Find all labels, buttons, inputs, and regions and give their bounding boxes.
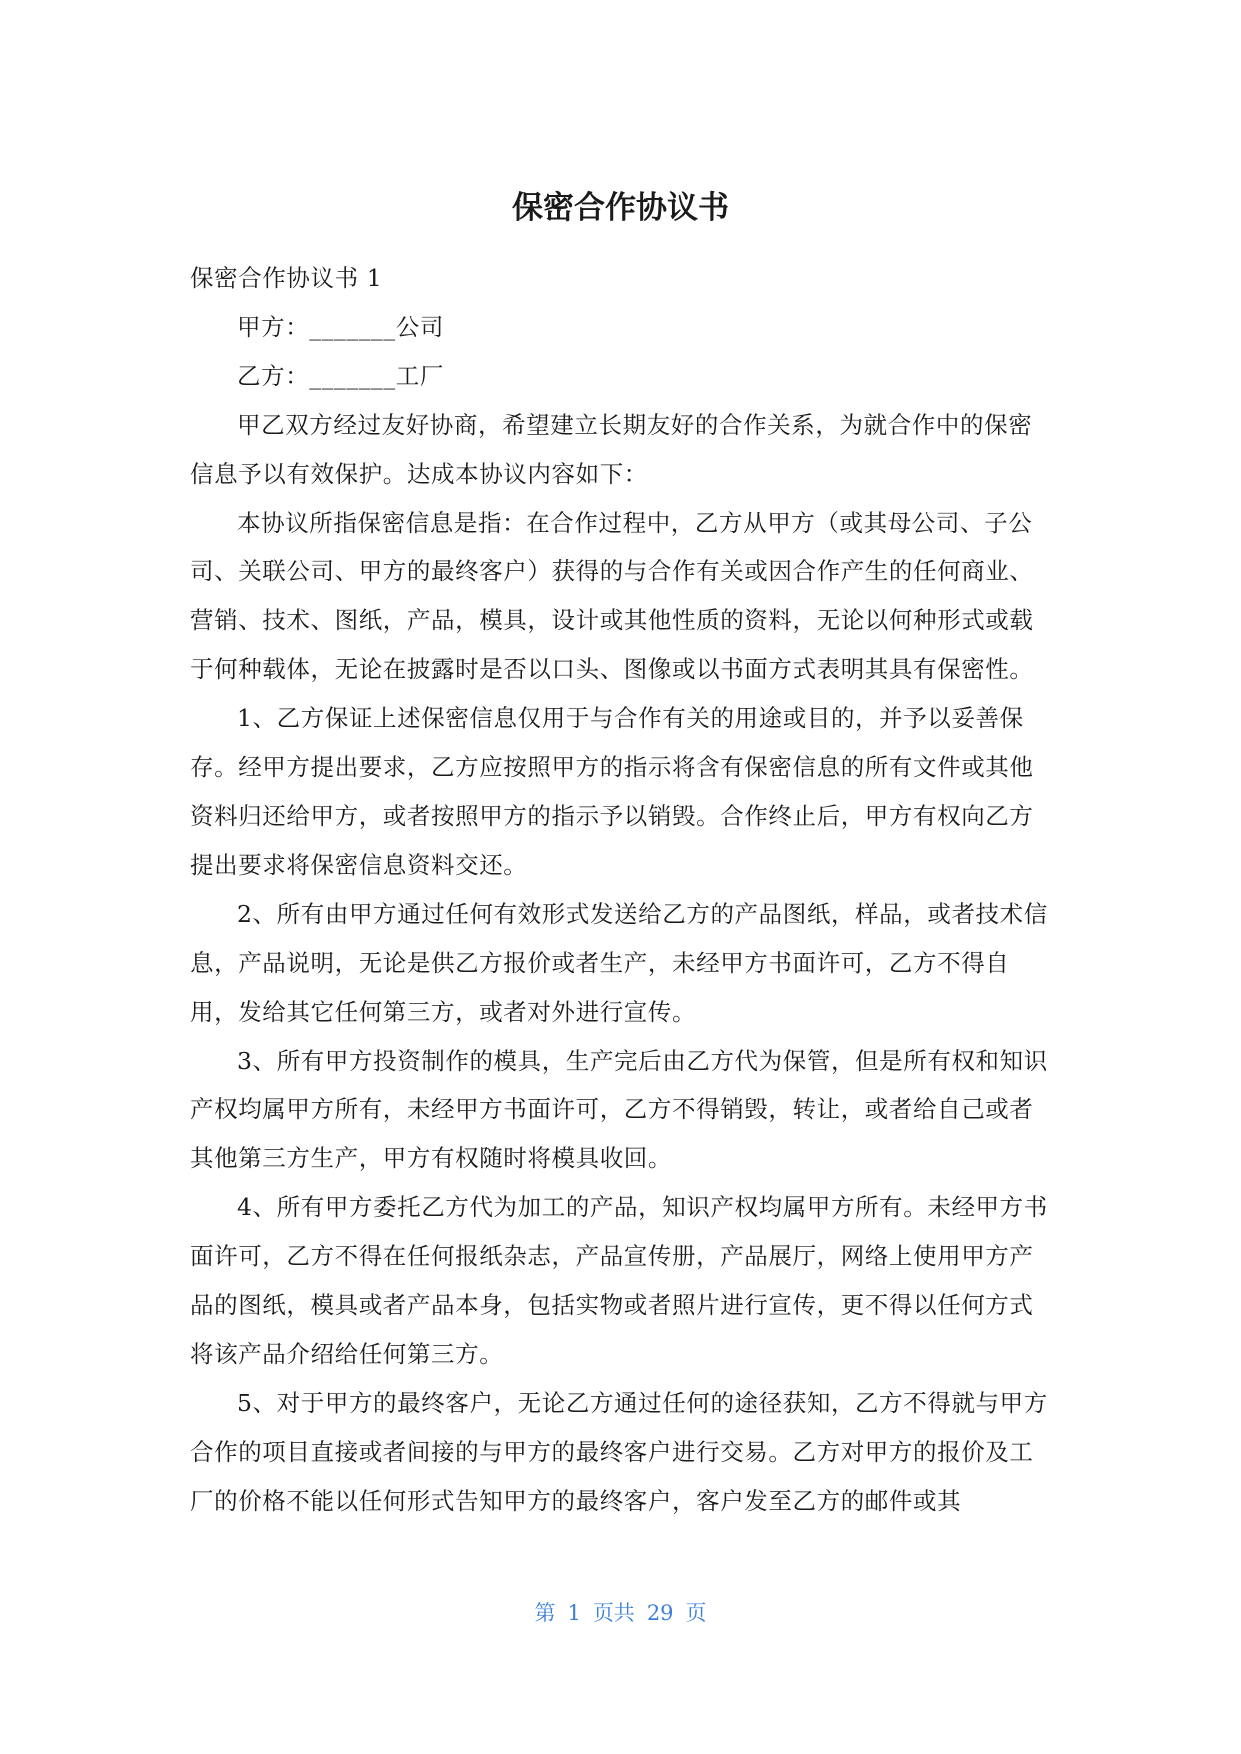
subtitle: 保密合作协议书 1 bbox=[190, 264, 383, 292]
paragraph-definition: 本协议所指保密信息是指：在合作过程中，乙方从甲方（或其母公司、子公司、关联公司、甲方的最终客户）获得的与合作有关或因合作产生的任何商业、营销、技术、图纸，产品，模具，设计或其他性质的资料，无论以何种形式或载于何种载体，无论在披露时是否以口头、图像或以书面方式表明其具有保密性。 bbox=[190, 508, 1034, 684]
footer-label-page: 第 bbox=[534, 1601, 556, 1625]
paragraph-clause-2: 2、所有由甲方通过任何有效形式发送给乙方的产品图纸，样品，或者技术信息，产品说明，无论是供乙方报价或者生产，未经甲方书面许可，乙方不得自用，发给其它任何第三方，或者对外进行宣传。 bbox=[190, 899, 1048, 1026]
footer-total-pages: 29 bbox=[646, 1601, 674, 1625]
party-b-line: 乙方：_______工厂 bbox=[237, 361, 444, 390]
page-footer bbox=[0, 1598, 1241, 1628]
paragraph-clause-4: 4、所有甲方委托乙方代为加工的产品，知识产权均属甲方所有。未经甲方书面许可，乙方不得在任何报纸杂志，产品宣传册，产品展厅，网络上使用甲方产品的图纸，模具或者产品本身，包括实物或者照片进行宣传，更不得以任何方式将该产品介绍给任何第三方。 bbox=[190, 1193, 1048, 1368]
document-title: 保密合作协议书 bbox=[512, 190, 729, 226]
footer-label-end: 页 bbox=[685, 1601, 707, 1625]
party-a-line: 甲方：_______公司 bbox=[237, 312, 444, 341]
paragraph-clause-1: 1、乙方保证上述保密信息仅用于与合作有关的用途或目的，并予以妥善保存。经甲方提出要求，乙方应按照甲方的指示将含有保密信息的所有文件或其他资料归还给甲方，或者按照甲方的指示予以销毁。合作终止后，甲方有权向乙方提出要求将保密信息资料交还。 bbox=[190, 704, 1034, 879]
document-body bbox=[190, 254, 1052, 1526]
footer-current-page: 1 bbox=[567, 1601, 581, 1625]
paragraph-intro: 甲乙双方经过友好协商，希望建立长期友好的合作关系，为就合作中的保密信息予以有效保护。达成本协议内容如下： bbox=[190, 410, 1033, 488]
paragraph-clause-5: 5、对于甲方的最终客户，无论乙方通过任何的途径获知，乙方不得就与甲方合作的项目直接或者间接的与甲方的最终客户进行交易。乙方对甲方的报价及工厂的价格不能以任何形式告知甲方的最终客户，客户发至乙方的邮件或其 bbox=[190, 1388, 1048, 1515]
paragraph-clause-3: 3、所有甲方投资制作的模具，生产完后由乙方代为保管，但是所有权和知识产权均属甲方所有，未经甲方书面许可，乙方不得销毁，转让，或者给自己或者其他第三方生产，甲方有权随时将模具收回。 bbox=[190, 1046, 1048, 1173]
footer-label-of: 页共 bbox=[592, 1601, 635, 1625]
